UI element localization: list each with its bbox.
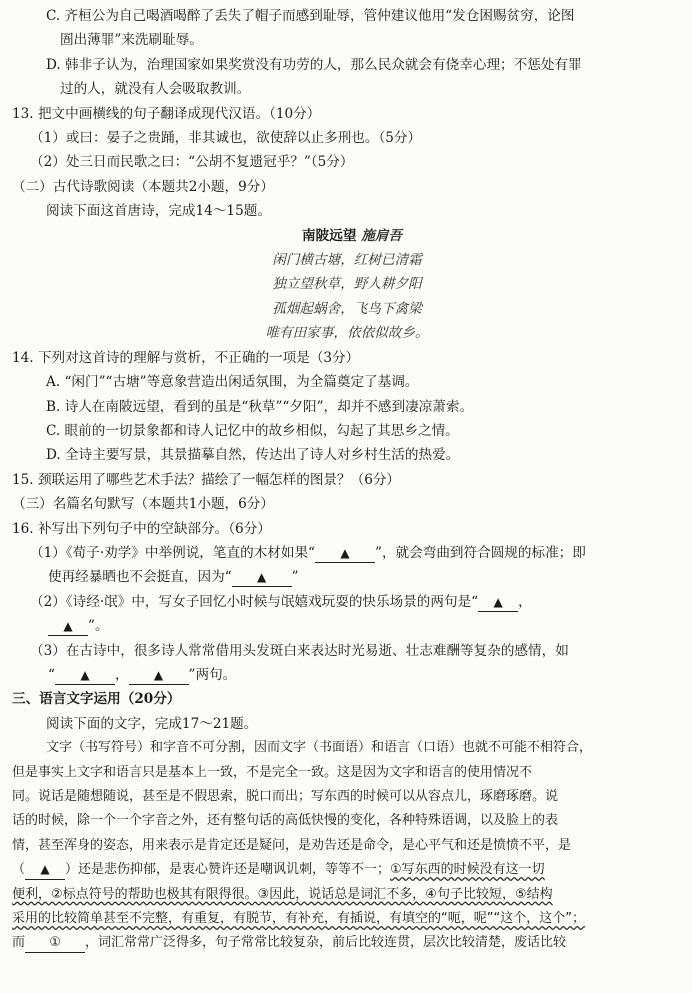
passage-line-6: （ ▲ ）还是悲伤抑郁，是衷心赞许还是嘲讽讥刺，等等不一；①写东西的时候没有这一切 [12, 858, 682, 882]
passage-line-2: 但是事实上文字和语言只是基本上一致，不是完全一致。这是因为文字和语言的使用情况不 [12, 764, 533, 780]
q14-option-c: C. 眼前的一切景象都和诗人记忆中的故乡相似，勾起了其思乡之情。 [46, 422, 459, 439]
q14-stem: 14. 下列对这首诗的理解与赏析，不正确的一项是（3分） [12, 349, 360, 366]
answer-blank[interactable] [478, 593, 518, 612]
q16-sub1-line2: 使再经暴晒也不会挺直，因为“ ▲ ” [48, 569, 299, 586]
q16-sub2-line2: ▲ ”。 [12, 614, 682, 638]
passage-line-3: 同。说话是随想随说，甚至是不假思索，脱口而出；写东西的时候可以从容点儿，琢磨琢磨。说 [12, 789, 559, 804]
q12-option-c-line2: 圄出薄罪”来洗刷耻辱。 [60, 32, 203, 49]
poem-author: 施肩吾 [361, 227, 402, 244]
blank-marker-icon: ▲ [153, 667, 164, 682]
answer-blank[interactable] [25, 860, 65, 880]
poem-title: 南陂远望 [302, 227, 357, 244]
section2-heading: （二）古代诗歌阅读（本题共2小题，9分） [12, 178, 274, 195]
q16-sub3-line1: （3）在古诗中，很多诗人常常借用头发斑白来表达时光易逝、壮志难酬等复杂的感情，如 [30, 642, 569, 659]
q14-option-d: D. 全诗主要写景，其景描摹自然，传达出了诗人对乡村生活的热爱。 [46, 447, 460, 464]
passage-line-5: 情，甚至浑身的姿态，用来表示是肯定还是疑问，是劝告还是命令，是心平气和还是愤愤不平，是 [12, 837, 572, 853]
q13-sub1: （1）或曰：晏子之贵踊，非其诚也，欲使辞以止多刑也。（5分） [30, 130, 422, 147]
part3-heading: 三、语言文字运用（20分） [12, 691, 181, 708]
part3-intro: 阅读下面的文字，完成17～21题。 [46, 715, 258, 732]
passage-line-7: 便利，②标点符号的帮助也极其有限得很。③因此，说话总是词汇不多，④句子比较短，⑤结构 [12, 886, 553, 902]
blank-marker-icon: ▲ [80, 667, 90, 682]
q12-option-d-line1: D. 韩非子认为，治理国家如果奖赏没有功劳的人，那么民众就会有侥幸心理；不惩处有罪 [46, 56, 582, 73]
poem-line-2: 独立望秋草，野人耕夕阳 [272, 276, 422, 293]
q14-option-a: A. “闲门”“古塘”等意象营造出闲适氛围，为全篇奠定了基调。 [46, 374, 419, 391]
q16-sub1-line1: （1）《荀子·劝学》中举例说，笔直的木材如果“ ▲ ”，就会弯曲到符合圆规的标准；即 [30, 544, 586, 561]
blank-marker-icon: ▲ [257, 570, 267, 585]
section2-intro: 阅读下面这首唐诗，完成14～15题。 [46, 203, 271, 220]
q13-sub2: （2）处三日而民歌之曰：“公胡不复遗冠乎？”（5分） [30, 154, 354, 171]
q14-option-b: B. 诗人在南陂远望，看到的虽是“秋草”“夕阳”，却并不感到凄凉萧索。 [46, 398, 474, 415]
answer-blank[interactable] [315, 544, 375, 563]
blank-marker-icon: ▲ [63, 619, 73, 634]
answer-blank[interactable] [129, 666, 189, 685]
blank-marker-icon: ▲ [493, 594, 503, 609]
passage-line-1: 文字（书写符号）和字音不可分割，因而文字（书面语）和语言（口语）也就不可能不相符合， [46, 740, 593, 756]
answer-blank[interactable] [48, 617, 88, 636]
poem-line-4: 唯有田家事，依依似故乡。 [265, 325, 429, 342]
q12-option-c-line1: C. 齐桓公为自己喝酒喝醉了丢失了帽子而感到耻辱，管仲建议他用“发仓困赐贫穷，论图 [46, 8, 575, 24]
answer-blank[interactable] [232, 568, 292, 587]
section3-heading: （三）名篇名句默写（本题共1小题，6分） [12, 496, 274, 513]
poem-title-line [12, 224, 682, 248]
answer-blank[interactable]: ① [25, 934, 85, 953]
answer-blank[interactable] [55, 666, 115, 685]
passage-line-8: 采用的比较简单甚至不完整，有重复，有脱节，有补充，有插说，有填空的“呃，呢”“这个，这个”； [12, 911, 585, 927]
q12-option-d-line2: 过的人，就没有人会吸取教训。 [60, 81, 251, 98]
q13-stem: 13. 把文中画横线的句子翻译成现代汉语。（10分） [12, 105, 321, 122]
q15-stem: 15. 颈联运用了哪些艺术手法？描绘了一幅怎样的图景？（6分） [12, 471, 401, 488]
blank-marker-icon: ▲ [40, 862, 50, 877]
q16-sub3-line2: “ ▲ ， ▲ ”两句。 [48, 666, 237, 683]
passage-line-4: 话的时候，除一个一个字音之外，还有整句话的高低快慢的变化，各种特殊语调，以及脸上的表 [12, 813, 559, 829]
blank-marker-icon: ▲ [340, 545, 350, 560]
poem-line-3: 孤烟起蜗舍，飞鸟下禽梁 [272, 300, 422, 317]
poem-line-1: 闲门横古塘，红树已清霜 [272, 252, 422, 269]
passage-line-9: 而 ① ，词汇常常广泛得多，句子常常比较复杂，前后比较连贯，层次比较清楚，废话比较 [12, 931, 682, 955]
q16-sub2-line1: （2）《诗经·氓》中，写女子回忆小时候与氓嬉戏玩耍的快乐场景的两句是“ ▲ ， [30, 593, 532, 610]
q16-stem: 16. 补写出下列句子中的空缺部分。（6分） [12, 520, 271, 537]
